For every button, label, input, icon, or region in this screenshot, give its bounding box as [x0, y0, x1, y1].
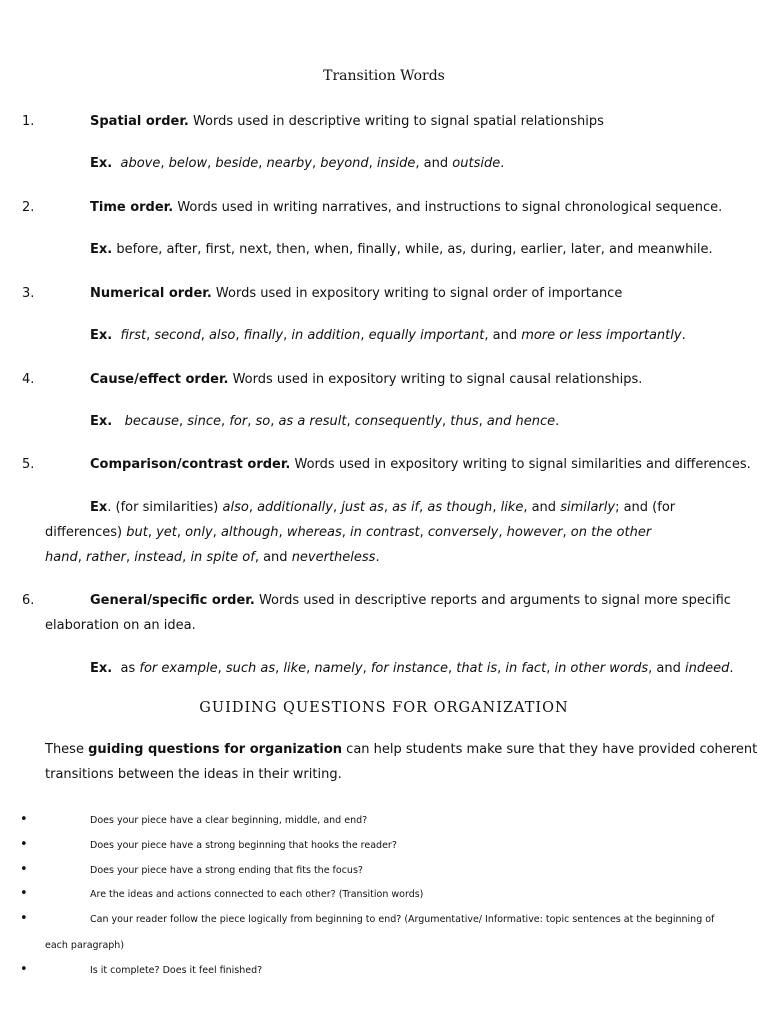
example-label: Ex. [90, 242, 113, 257]
item-number: 2. [22, 200, 35, 215]
example-word: as if [392, 500, 420, 515]
example-comparison-line2: differences) but, yet, only, although, whereas, in contrast, conversely, however, on the other [45, 525, 652, 540]
item-time-order [90, 200, 722, 215]
example-word: for [229, 414, 248, 429]
example-label: Ex [90, 500, 108, 515]
example-word: because [124, 414, 179, 429]
example-word: that is [456, 661, 498, 676]
example-word: equally important [368, 328, 485, 343]
example-word: consequently [354, 414, 443, 429]
example-word: more or less importantly [521, 328, 682, 343]
example-word: like [283, 661, 307, 676]
example-word: since [187, 414, 222, 429]
guiding-intro-line1 [45, 742, 757, 757]
example-word: as a result [278, 414, 347, 429]
example-label: Ex. [90, 661, 113, 676]
example-word: inside [376, 156, 416, 171]
guiding-question: Is it complete? Does it feel finished? [90, 965, 263, 976]
bullet-icon: • [20, 837, 28, 852]
example-word: nevertheless [291, 550, 376, 565]
example-word: in spite of [190, 550, 255, 565]
example-word: first [120, 328, 147, 343]
example-word: additionally [257, 500, 333, 515]
page-title: Transition Words [323, 68, 445, 84]
guiding-intro-line2: transitions between the ideas in their writing. [45, 767, 342, 782]
example-word: also [209, 328, 236, 343]
item-number: 5. [22, 457, 35, 472]
example-word: so [255, 414, 271, 429]
example-word: finally [243, 328, 284, 343]
item-description: Words used in descriptive reports and arguments to signal more specific [254, 593, 731, 608]
example-time [90, 242, 713, 257]
similarities-label: (for similarities) [115, 500, 219, 515]
item-number: 6. [22, 593, 35, 608]
bullet-icon: • [20, 962, 28, 977]
item-description: Words used in expository writing to signal similarities and differences. [290, 457, 751, 472]
example-word: however [506, 525, 563, 540]
item-heading: Numerical order. [90, 286, 212, 301]
item-heading: Cause/effect order. [90, 372, 229, 387]
example-word: beyond [320, 156, 369, 171]
example-word: in other words [554, 661, 649, 676]
example-label: Ex. [90, 414, 113, 429]
example-word: beside [215, 156, 259, 171]
item-cause-effect-order [90, 372, 642, 387]
item-number: 4. [22, 372, 35, 387]
bullet-icon: • [20, 812, 28, 827]
guiding-question: Can your reader follow the piece logically from beginning to end? (Argumentative/ Informative: topic sentences at the beginning of [90, 914, 715, 925]
bullet-icon: • [20, 886, 28, 901]
item-description: Words used in descriptive writing to signal spatial relationships [188, 114, 604, 129]
example-word: rather [85, 550, 126, 565]
bullet-icon: • [20, 911, 28, 926]
item-heading: General/specific order. [90, 593, 255, 608]
guiding-question: Are the ideas and actions connected to each other? (Transition words) [90, 889, 424, 900]
example-word: nearby [266, 156, 312, 171]
example-word: outside [452, 156, 501, 171]
example-word: like [500, 500, 524, 515]
example-word: yet [156, 525, 177, 540]
item-heading: Spatial order. [90, 114, 189, 129]
example-word: namely [314, 661, 363, 676]
example-word: for instance [370, 661, 448, 676]
example-word: hence [515, 414, 556, 429]
example-label: Ex. [90, 156, 113, 171]
example-word: above [120, 156, 161, 171]
example-word: thus [450, 414, 479, 429]
guiding-question: Does your piece have a clear beginning, middle, and end? [90, 815, 368, 826]
example-word: conversely [427, 525, 499, 540]
example-comparison-line3: hand, rather, instead, in spite of, and nevertheless. [45, 550, 380, 565]
intro-text: can help students make sure that they have provided coherent [342, 742, 758, 757]
example-text: before, after, first, next, then, when, finally, while, as, during, earlier, later, and meanwhile. [112, 242, 713, 257]
item-heading: Comparison/contrast order. [90, 457, 291, 472]
example-word: for example [139, 661, 218, 676]
example-word: indeed [685, 661, 730, 676]
example-word: second [154, 328, 201, 343]
example-word: such as [225, 661, 276, 676]
item-description: Words used in expository writing to signal causal relationships. [228, 372, 643, 387]
example-word: in addition [291, 328, 361, 343]
intro-bold-text: guiding questions for organization [88, 742, 343, 757]
example-cause-effect: Ex. because, since, for, so, as a result, consequently, thus, and hence. [90, 414, 560, 429]
example-word: similarly [560, 500, 616, 515]
example-word: just as [341, 500, 384, 515]
item-spatial-order [90, 114, 604, 129]
example-word: as though [427, 500, 493, 515]
item-comparison-contrast-order [90, 457, 751, 472]
item-description: Words used in expository writing to signal order of importance [211, 286, 623, 301]
example-label: Ex. [90, 328, 113, 343]
item-number: 3. [22, 286, 35, 301]
example-word: as [120, 661, 136, 676]
example-word: instead [134, 550, 183, 565]
example-word: below [168, 156, 208, 171]
example-word: whereas [286, 525, 342, 540]
item-description-continued: elaboration on an idea. [45, 618, 196, 633]
example-general-specific: Ex. as for example, such as, like, namely, for instance, that is, in fact, in other words, and indeed. [90, 661, 734, 676]
example-word: but [126, 525, 148, 540]
example-spatial: Ex. above, below, beside, nearby, beyond, inside, and outside. [90, 156, 505, 171]
guiding-question-continued: each paragraph) [45, 940, 125, 951]
example-word: only [185, 525, 213, 540]
intro-text: These [45, 742, 89, 757]
example-numerical: Ex. first, second, also, finally, in addition, equally important, and more or less importantly. [90, 328, 686, 343]
guiding-question: Does your piece have a strong ending that fits the focus? [90, 865, 363, 876]
item-general-specific-order [90, 593, 731, 608]
guiding-questions-heading: GUIDING QUESTIONS FOR ORGANIZATION [199, 700, 569, 716]
guiding-question: Does your piece have a strong beginning that hooks the reader? [90, 840, 397, 851]
item-numerical-order [90, 286, 622, 301]
example-word: also [222, 500, 249, 515]
bullet-icon: • [20, 862, 28, 877]
example-word: in contrast [350, 525, 420, 540]
item-description: Words used in writing narratives, and instructions to signal chronological sequence. [173, 200, 723, 215]
example-comparison-line1: Ex. (for similarities) also, additionally, just as, as if, as though, like, and similarly; and (for [90, 500, 676, 515]
example-word: although [220, 525, 279, 540]
example-word: in fact [505, 661, 547, 676]
item-number: 1. [22, 114, 35, 129]
item-heading: Time order. [90, 200, 174, 215]
